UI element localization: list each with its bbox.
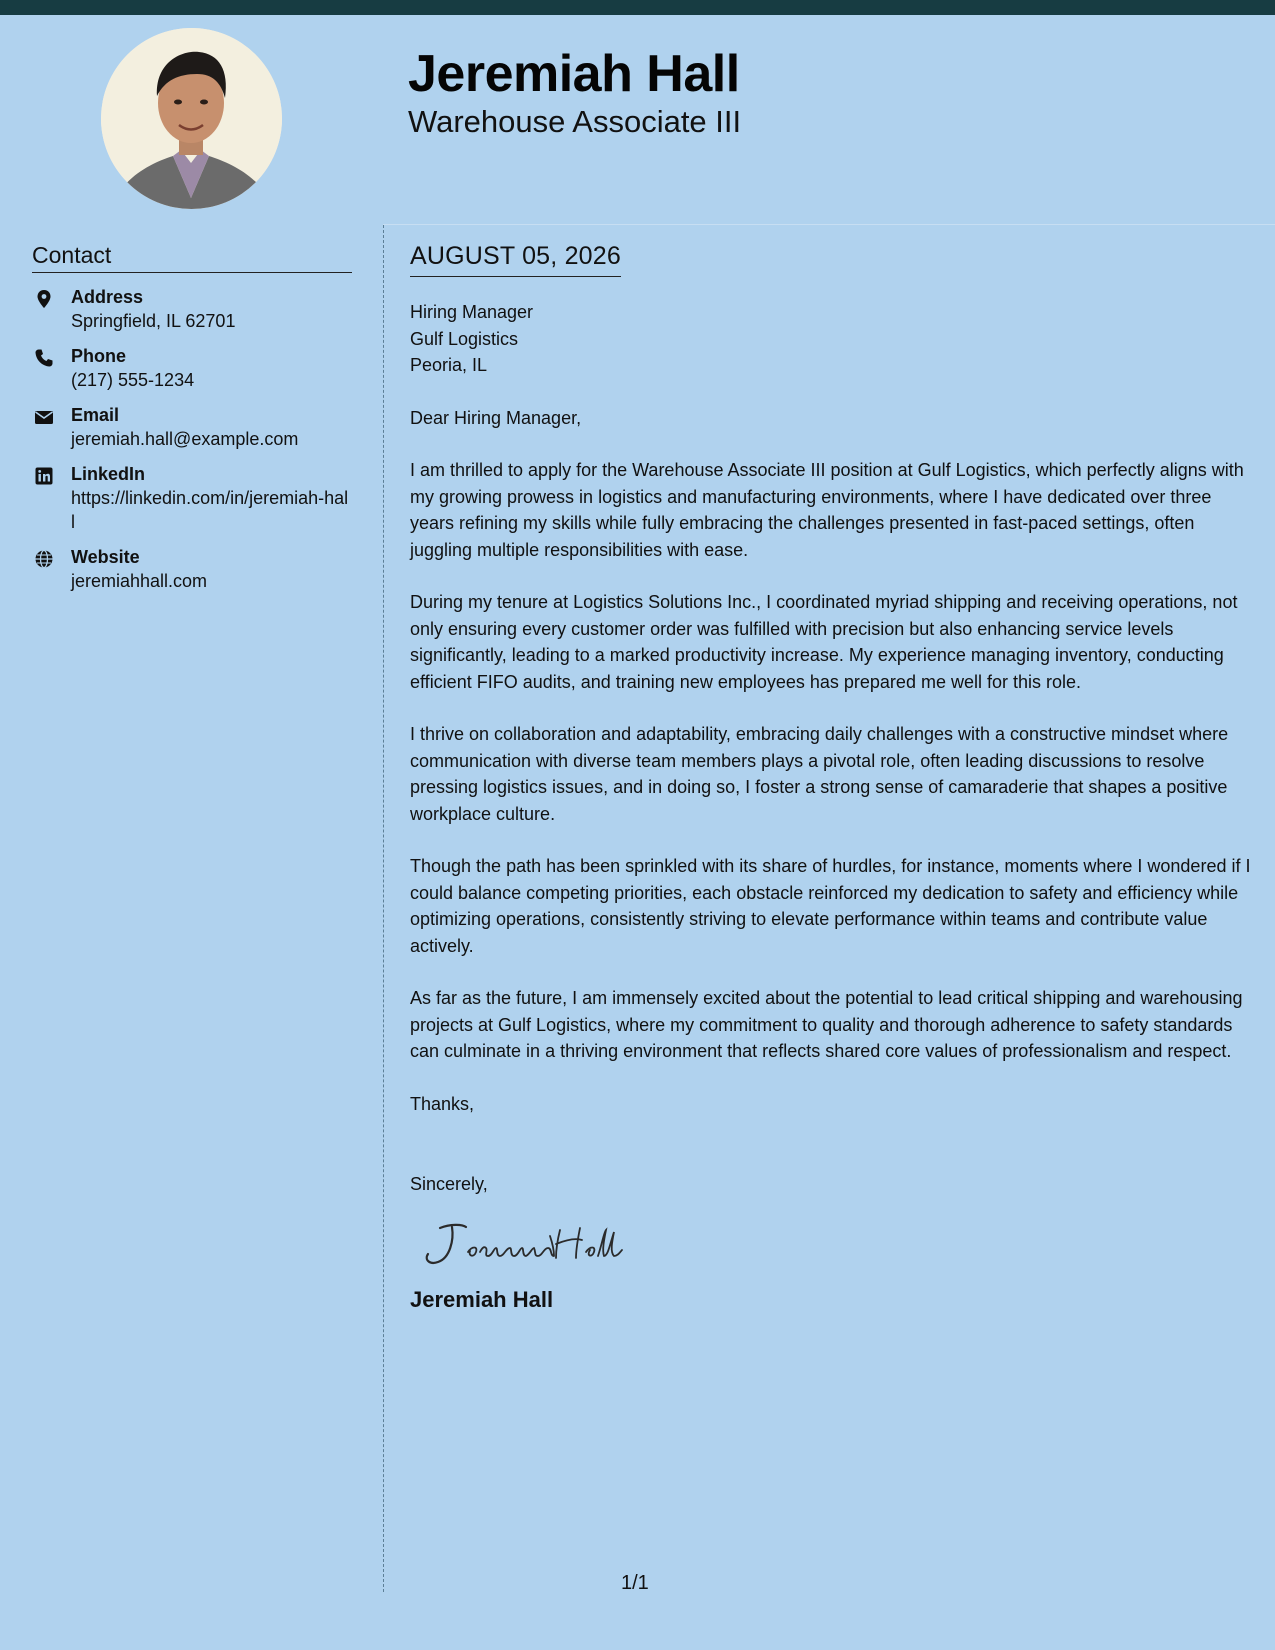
recipient-line: Gulf Logistics	[410, 328, 519, 349]
page-number: 1/1	[621, 1572, 649, 1594]
signature-image	[410, 1218, 650, 1274]
contact-item-linkedin	[32, 462, 352, 534]
recipient-line: Hiring Manager	[410, 302, 534, 322]
header-divider	[383, 224, 1275, 225]
map-pin-icon	[34, 289, 54, 309]
letter-paragraph: During my tenure at Logistics Solutions Inc., I coordinated myriad shipping and receiving operations, not only ensuring every customer order was fulfilled with precision but also enhancing service levels significantly, leading to a marked productivity increase. My experience managing inventory, conducting efficient FIFO audits, and training new employees has prepared me well for this role.	[410, 592, 1238, 692]
letter-paragraph: I am thrilled to apply for the Warehouse Associate III position at Gulf Logistics, which perfectly aligns with my growing prowess in logistics and manufacturing environments, where I have dedicated over three years refining my skills while fully embracing the challenges presented in fast-paced settings, often juggling multiple responsibilities with ease.	[410, 460, 1244, 560]
contact-sidebar	[32, 240, 352, 604]
applicant-name: Jeremiah Hall	[408, 45, 740, 103]
sign-off: Sincerely,	[410, 1174, 488, 1194]
contact-value: (217) 555-1234	[71, 370, 195, 390]
contact-heading: Contact	[32, 240, 352, 273]
contact-value: jeremiahhall.com	[71, 571, 208, 591]
cover-letter-body	[410, 240, 1255, 1314]
column-divider	[383, 225, 384, 1592]
contact-label: Website	[71, 547, 140, 567]
contact-value: jeremiah.hall@example.com	[71, 429, 299, 449]
recipient-line: Peoria, IL	[410, 355, 488, 375]
portrait-illustration	[101, 28, 282, 209]
contact-label: LinkedIn	[71, 464, 146, 484]
letter-paragraph: As far as the future, I am immensely excited about the potential to lead critical shipping and warehousing projects at Gulf Logistics, where my commitment to quality and thorough adherence to safety standards can culminate in a thriving environment that reflects shared core values of professionalism and respect.	[410, 988, 1243, 1061]
letter-date: AUGUST 05, 2026	[410, 240, 621, 277]
contact-value: Springfield, IL 62701	[71, 311, 236, 331]
contact-value: https://linkedin.com/in/jeremiah-hall	[71, 488, 349, 532]
contact-label: Phone	[71, 346, 127, 366]
profile-photo	[101, 28, 282, 209]
contact-item-phone	[32, 344, 352, 392]
signer-name: Jeremiah Hall	[410, 1286, 554, 1312]
salutation: Dear Hiring Manager,	[410, 407, 582, 428]
letter-paragraph: Though the path has been sprinkled with its share of hurdles, for instance, moments where I wondered if I could balance competing priorities, each obstacle reinforced my dedication to safety and efficiency while optimizing operations, consistently striving to elevate performance within teams and contribute value actively.	[410, 856, 1251, 956]
contact-item-email	[32, 403, 352, 451]
envelope-icon	[34, 407, 54, 427]
applicant-job-title: Warehouse Associate III	[408, 104, 742, 139]
globe-icon	[34, 549, 54, 569]
contact-item-address	[32, 285, 352, 333]
closing: Thanks,	[410, 1093, 475, 1114]
recipient-block	[410, 299, 1255, 379]
handwritten-signature	[410, 1218, 1255, 1274]
linkedin-icon	[34, 466, 54, 486]
phone-icon	[34, 348, 54, 368]
letter-paragraph: I thrive on collaboration and adaptability, embracing daily challenges with a constructive mindset where communication with diverse team members plays a pivotal role, often leading discussions to resolve pressing logistics issues, and in doing so, I foster a strong sense of camaraderie that shapes a positive workplace culture.	[410, 724, 1229, 824]
top-bar	[0, 0, 1275, 15]
contact-label: Email	[71, 405, 120, 425]
contact-item-website	[32, 545, 352, 593]
contact-label: Address	[71, 287, 144, 307]
